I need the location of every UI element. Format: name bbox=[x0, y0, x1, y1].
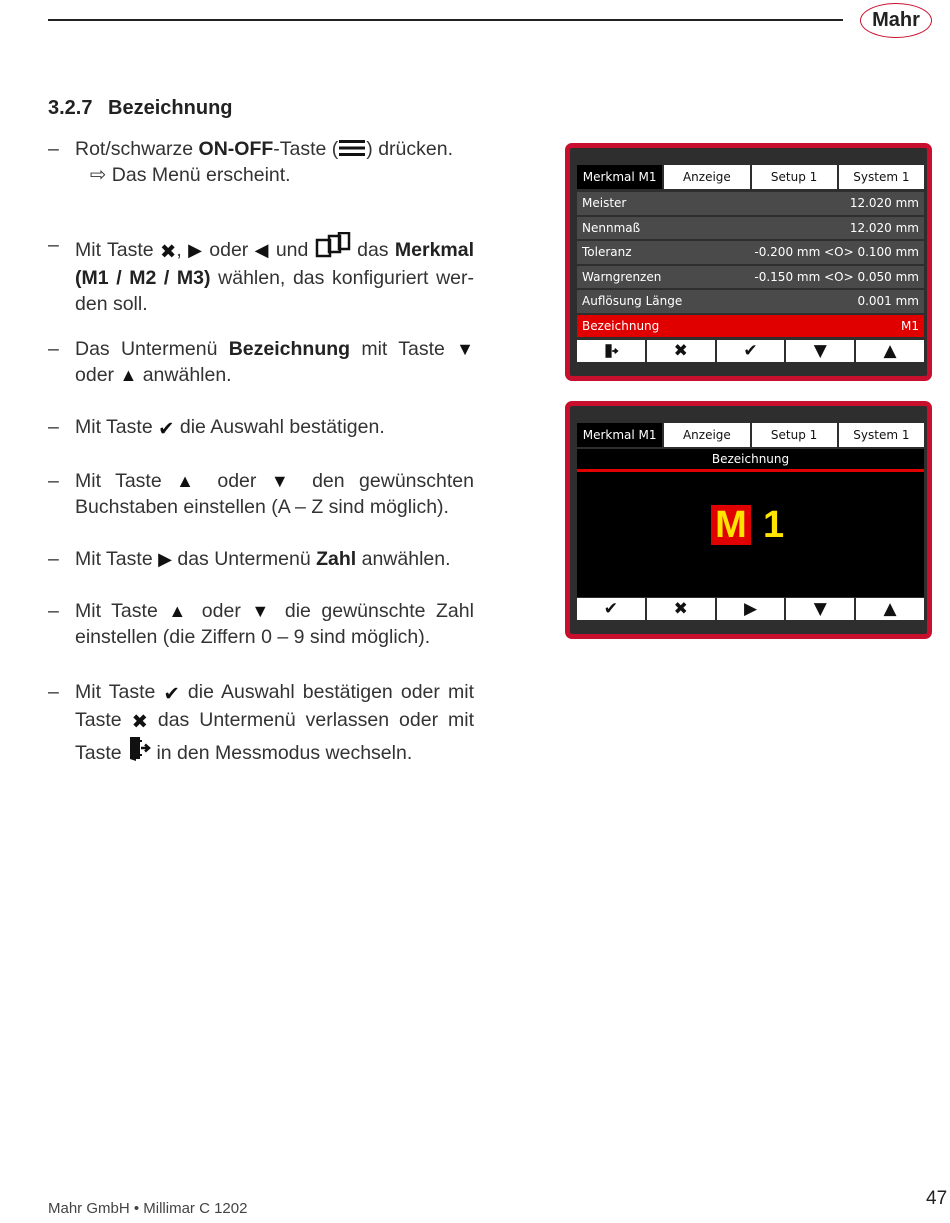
pages-icon bbox=[315, 232, 351, 258]
exit-softkey[interactable] bbox=[577, 340, 645, 362]
step-4: – Mit Taste ✔ die Auswahl bestätigen. bbox=[48, 416, 385, 440]
confirm-softkey[interactable] bbox=[577, 598, 645, 620]
x-icon: ✖ bbox=[673, 341, 688, 361]
mahr-logo: Mahr bbox=[860, 3, 932, 38]
page-number: 47 bbox=[926, 1188, 948, 1209]
header-rule bbox=[48, 19, 843, 21]
exit-icon bbox=[127, 735, 151, 761]
result-arrow-icon: ⇨ bbox=[90, 164, 107, 186]
step-3: – Das Untermenü Bezeichnung mit Taste ▼ oder ▲ anwählen. bbox=[48, 338, 474, 386]
down-triangle-icon: ▼ bbox=[813, 341, 827, 361]
step-2: – Mit Taste ✖, ▶ oder ◀ und das Merkmal (M1 / M2 / M3) wählen, das konfiguriert werden soll. bbox=[48, 234, 475, 315]
up-triangle-icon: ▲ bbox=[176, 471, 203, 491]
step-7: – Mit Taste ▲ oder ▼ die gewünschte Zahl einstellen (die Ziffern 0 – 9 sind möglich). bbox=[48, 600, 474, 648]
screen-tabs bbox=[577, 423, 924, 447]
exit-icon bbox=[603, 343, 619, 359]
tab-merkmal[interactable]: Merkmal M1 bbox=[577, 423, 662, 447]
footer-text: Mahr GmbH • Millimar C 1202 bbox=[48, 1200, 248, 1217]
digit-field[interactable]: 1 bbox=[763, 503, 785, 546]
check-icon: ✔ bbox=[603, 599, 619, 619]
down-softkey[interactable] bbox=[786, 598, 854, 620]
confirm-softkey[interactable] bbox=[717, 340, 785, 362]
step-6: – Mit Taste ▶ das Untermenü Zahl anwählen. bbox=[48, 548, 451, 570]
down-triangle-icon: ▼ bbox=[456, 339, 474, 359]
right-triangle-icon: ▶ bbox=[188, 240, 203, 260]
tab-setup[interactable]: Setup 1 bbox=[752, 165, 837, 189]
menu-row-bezeichnung[interactable]: Bezeichnung M1 bbox=[577, 315, 924, 338]
menu-row-warngrenzen[interactable]: Warngrenzen -0.150 mm <O> 0.050 mm bbox=[577, 266, 924, 289]
step-8: – Mit Taste ✔ die Auswahl bestätigen oder mit Taste ✖ das Untermenü verlassen oder mit Taste in den Messmodus wechseln. bbox=[48, 681, 475, 764]
down-softkey[interactable] bbox=[786, 340, 854, 362]
cancel-softkey[interactable] bbox=[647, 340, 715, 362]
up-softkey[interactable] bbox=[856, 340, 924, 362]
menu-row-meister[interactable]: Meister 12.020 mm bbox=[577, 192, 924, 215]
check-icon: ✔ bbox=[743, 341, 758, 361]
right-softkey[interactable] bbox=[717, 598, 785, 620]
cancel-softkey[interactable] bbox=[647, 598, 715, 620]
menu-icon bbox=[338, 139, 366, 157]
section-heading bbox=[48, 97, 233, 120]
check-icon: ✔ bbox=[163, 683, 180, 705]
tab-merkmal[interactable]: Merkmal M1 bbox=[577, 165, 662, 189]
up-triangle-icon: ▲ bbox=[119, 365, 138, 385]
device-screen-bezeichnung bbox=[565, 401, 932, 639]
menu-rows bbox=[577, 192, 924, 339]
tab-anzeige[interactable]: Anzeige bbox=[664, 423, 749, 447]
check-icon: ✔ bbox=[158, 418, 175, 440]
tab-anzeige[interactable]: Anzeige bbox=[664, 165, 749, 189]
tab-system[interactable]: System 1 bbox=[839, 165, 924, 189]
up-triangle-icon: ▲ bbox=[168, 601, 192, 621]
submenu-title: Bezeichnung bbox=[577, 449, 924, 472]
x-icon: ✖ bbox=[673, 599, 688, 619]
down-triangle-icon: ▼ bbox=[270, 471, 298, 491]
left-triangle-icon: ◀ bbox=[254, 240, 270, 260]
tab-system[interactable]: System 1 bbox=[839, 423, 924, 447]
device-screen-menu bbox=[565, 143, 932, 381]
letter-field[interactable]: M bbox=[711, 505, 751, 545]
section-title: Bezeichnung bbox=[108, 97, 233, 119]
tab-setup[interactable]: Setup 1 bbox=[752, 423, 837, 447]
section-number: 3.2.7 bbox=[48, 97, 93, 119]
up-triangle-icon: ▲ bbox=[883, 341, 897, 361]
x-icon: ✖ bbox=[131, 711, 148, 733]
down-triangle-icon: ▼ bbox=[251, 601, 275, 621]
right-triangle-icon: ▶ bbox=[743, 599, 758, 619]
designation-editor bbox=[577, 472, 924, 597]
softkey-bar bbox=[577, 598, 924, 620]
menu-row-aufloesung[interactable]: Auflösung Länge 0.001 mm bbox=[577, 290, 924, 313]
down-triangle-icon: ▼ bbox=[813, 599, 827, 619]
softkey-bar bbox=[577, 340, 924, 362]
right-triangle-icon: ▶ bbox=[158, 549, 172, 569]
up-triangle-icon: ▲ bbox=[883, 599, 897, 619]
up-softkey[interactable] bbox=[856, 598, 924, 620]
step-5: – Mit Taste ▲ oder ▼ den gewünschten Buchstaben einstellen (A – Z sind möglich). bbox=[48, 470, 474, 518]
step-1: – Rot/schwarze ON-OFF-Taste ( ) drücken. ⇨ Das Menü erscheint. bbox=[48, 136, 474, 188]
menu-row-toleranz[interactable]: Toleranz -0.200 mm <O> 0.100 mm bbox=[577, 241, 924, 264]
step-1-result: ⇨ Das Menü erscheint. bbox=[90, 164, 291, 186]
screen-tabs bbox=[577, 165, 924, 189]
menu-row-nennmass[interactable]: Nennmaß 12.020 mm bbox=[577, 217, 924, 240]
x-icon: ✖ bbox=[159, 241, 177, 263]
